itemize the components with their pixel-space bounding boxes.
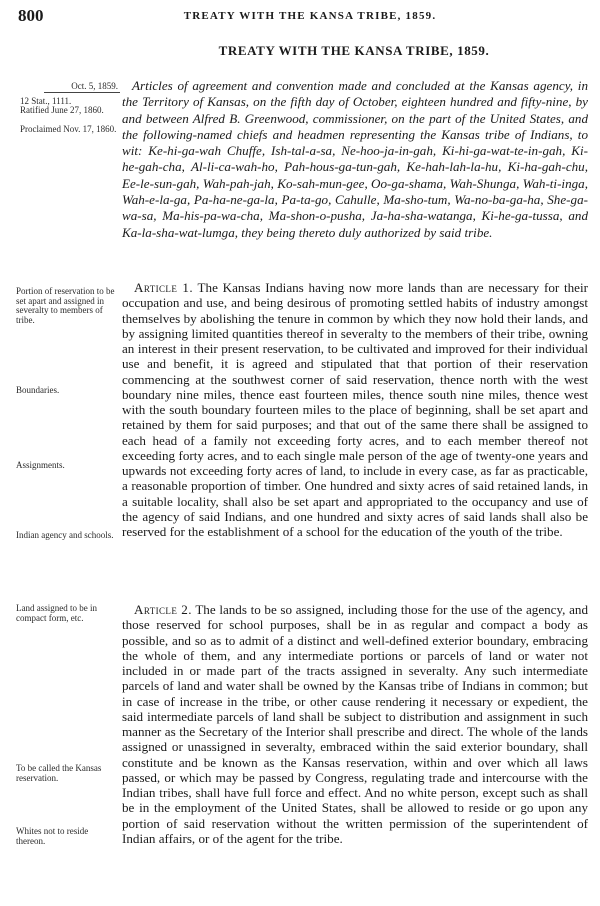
article-2-label: Article 2. [134, 602, 192, 617]
margin-ratified: Ratified June 27, 1860. [20, 105, 104, 115]
margin-note-reservation: Portion of reservation to be set apart and assigned in severalty to members of tribe. [16, 286, 115, 325]
article-2-text: The lands to be so assigned, including those for the use of the agency, and those reserved for school purposes, shall be in as regular and compact a body as possible, and so as to admit of a distinct and well-defined exterior boundary, embracing the whole of them, and any intermediate portions or parcels of land or water not included in or made part of the tracts assigned in severalty. Any such intermediate parcels of land and water shall be owned by the Kansas tribe of Indians in common; but in case of increase in the tribe, or other cause rendering it necessary or expedient, the said intermediate parcels of land shall be subject to distribution and assignment in such manner as the Secretary of the Interior shall prescribe and direct. The whole of the lands assigned or unassigned in severalty, embraced within the said exterior boundary, shall constitute and be known as the Kansas reservation, within and over which all laws passed, or which may be passed by Congress, regulating trade and intercourse with the Indian tribes, shall have full force and effect. And no white person, except such as shall be in the employment of the United States, shall be allowed to reside or go upon any portion of said reservation without the written permission of the superintendent of Indian affairs, or of the agent for the tribe. [122, 602, 589, 846]
margin-note-kansas: To be called the Kansas reservation. [16, 763, 102, 783]
article-1-text: The Kansas Indians having now more lands than are necessary for their occupation and use, and being desirous of promoting settled habits of industry amongst themselves by abolishing the tenure in common by which they now hold their lands, and by assigning limited quantities thereof in severalty to the members of their tribe, owning an interest in their present reservation, to be cultivated and improved for their individual use and benefit, it is agreed and stipulated that that portion of their reservation commencing at the southwest corner of said reservation, thence north with the west boundary nine miles, thence east fourteen miles, thence south nine miles, thence west with the south boundary fourteen miles to the place of beginning, shall be set apart and retained by them for said purposes; and that out of the same there shall be assigned to each head of a family not exceeding forty acres, and to each member thereof not exceeding forty acres, and to each single male person of the age of twenty-one years and upwards not exceeding forty acres of land, to include in every case, as far as practicable, a reasonable proportion of timber. One hundred and sixty acres of said retained lands, in a suitable locality, shall also be set apart and appropriated to the occupancy and use of the agency of said Indians, and one hundred and sixty acres of said lands shall also be reserved for the establishment of a school for the education of the youth of the tribe. [122, 280, 588, 539]
margin-proclaimed: Proclaimed Nov. 17, 1860. [20, 124, 117, 134]
margin-rule [44, 92, 120, 93]
margin-note-compact: Land assigned to be in compact form, etc. [16, 603, 97, 623]
margin-citation: 12 Stat., 1111. [20, 96, 72, 106]
treaty-title: TREATY WITH THE KANSA TRIBE, 1859. [218, 43, 490, 58]
margin-note-assignments: Assignments. [16, 460, 65, 470]
margin-note-boundaries: Boundaries. [16, 385, 60, 395]
running-head: TREATY WITH THE KANSA TRIBE, 1859. [183, 10, 437, 22]
article-1-label: Article 1. [134, 280, 193, 295]
margin-note-whites: Whites not to reside thereon. [16, 826, 89, 846]
preamble: Articles of agreement and convention made and concluded at the Kansas agency, in the Territory of Kansas, on the fifth day of October, eighteen hundred and fifty-nine, by and between Alfred B. Greenwood, commissioner, on the part of the United States, and the following-named chiefs and headmen representing the Kansas tribe of Indians, to wit: Ke-hi-ga-wah Chuffe, Ish-tal-a-sa, Ne-hoo-ja-in-gah, Ki-hi-ga-wat-te-in-gah, Ki-he-gah-cha, Al-li-ca-wah-ho, Pah-hous-ga-tun-gah, Ke-hah-lah-la-hu, Ki-ha-gah-chu, Ee-le-sun-gah, Wah-pah-jah, Ko-sah-mun-gee, Oo-ga-shama, Wah-Shunga, Wah-ti-inga, Wah-e-la-ga, Pa-ha-ne-ga-la, Pa-ta-go, Cahulle, Ma-sho-tum, Wa-no-ba-ga-ha, She-ga-wa-sa, Ma-his-pa-wa-cha, Ma-shon-o-pusha, Ja-ha-sha-watanga, Ki-he-ga-tussa, and Ka-la-sha-wat-lumga, they being thereto duly authorized by said tribe. [122, 78, 588, 240]
article-2 [122, 602, 588, 846]
margin-note-agency: Indian agency and schools. [16, 530, 114, 540]
article-1 [122, 280, 588, 539]
page-number: 800 [18, 6, 44, 25]
margin-date: Oct. 5, 1859. [71, 81, 118, 91]
